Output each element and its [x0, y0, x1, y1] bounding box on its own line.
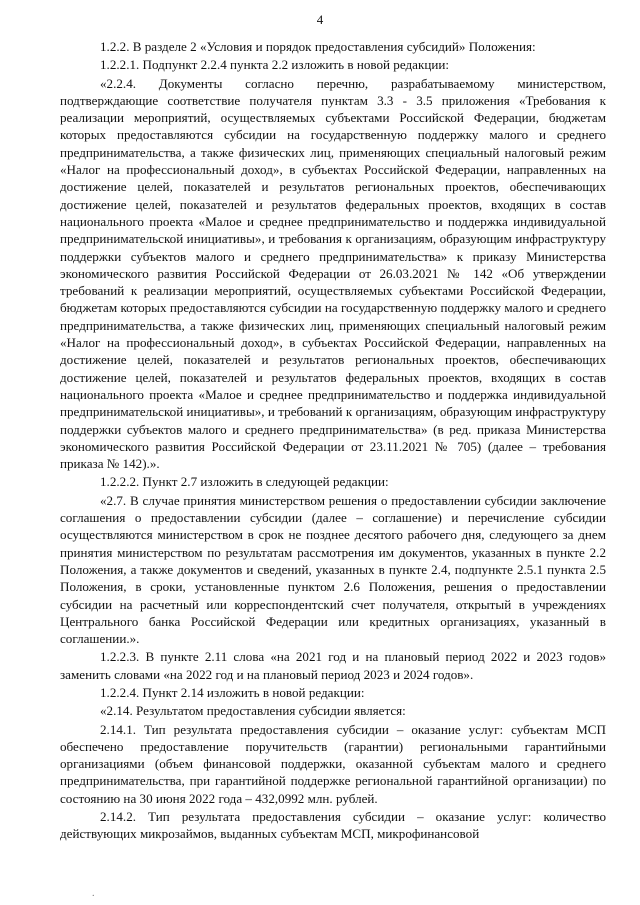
paragraph-2-14-2: 2.14.2. Тип результата предоставления субсидии – оказание услуг: количество действующих микрозаймов, выданных субъектам МСП, микрофинансовой: [60, 809, 606, 842]
paragraph-1-2-2-2: 1.2.2.2. Пункт 2.7 изложить в следующей редакции:: [100, 474, 389, 490]
stray-mark: .: [92, 888, 95, 899]
paragraph-2-14-heading: «2.14. Результатом предоставления субсидии является:: [100, 703, 406, 719]
paragraph-2-7-text: «2.7. В случае принятия министерством решения о предоставлении субсидии заключение соглашения о предоставлении субсидии (далее – соглашение) и перечисление субсидии осуществляются министерством в срок не позднее десятого рабочего дня, следующего за днем принятия министерством по результатам рассмотрения им документов, указанных в пункте 2.2 Положения, а также документов и сведений, указанных в пункте 2.4, подпункте 2.5.1 пункта 2.5 Положения, в сроки, установленные пунктом 2.6 Положения, решения о предоставлении субсидии на расчетный или корреспондентский счет получателя, открытый в учреждениях Центрального банка Российской Федерации или кредитных организациях, указанный в соглашении.».: [60, 492, 606, 647]
paragraph-1-2-2-1: 1.2.2.1. Подпункт 2.2.4 пункта 2.2 изложить в новой редакции:: [100, 57, 449, 73]
paragraph-1-2-2-3: 1.2.2.3. В пункте 2.11 слова «на 2021 год и на плановый период 2022 и 2023 годов» заменить словами «на 2022 год и на плановый период 2023 и 2024 годов».: [60, 649, 606, 682]
paragraph-1-2-2: 1.2.2. В разделе 2 «Условия и порядок предоставления субсидий» Положения:: [100, 39, 536, 54]
page-number: 4: [316, 12, 324, 27]
paragraph-1-2-2-4: 1.2.2.4. Пункт 2.14 изложить в новой редакции:: [100, 684, 365, 700]
paragraph-2-2-4-text: «2.2.4. Документы согласно перечню, разрабатываемому министерством, подтверждающие соответствие получателя пунктам 3.3 - 3.5 приложения «Требования к реализации мероприятий, осуществляемых субъектами Российской Федерации, бюджетам которых предоставляются субсидии на государственную поддержку малого и среднего предпринимательства, а также физических лиц, применяющих специальный налоговый режим «Налог на профессиональный доход», в субъектах Российской Федерации, направленных на достижение целей, показателей и результатов региональных проектов, обеспечивающих достижение целей, показателей и результатов федеральных проектов, входящих в состав национального проекта «Малое и среднее предпринимательство и поддержка индивидуальной предпринимательской инициативы», и требования к организациям, образующим инфраструктуру поддержки субъектов малого и среднего предпринимательства» к приказу Министерства экономического развития Российской Федерации от 26.03.2021 № 142 «Об утверждении требований к реализации мероприятий, осуществляемых субъектами Российской Федерации, бюджетам которых предоставляются субсидии на государственную поддержку малого и среднего предпринимательства, а также физических лиц, применяющих специальный налоговый режим «Налог на профессиональный доход», в субъектах Российской Федерации, направленных на достижение целей, показателей и результатов региональных проектов, обеспечивающих достижение целей, показателей и результатов федеральных проектов, входящих в состав национального проекта «Малое и среднее предпринимательство и поддержка индивидуальной предпринимательской инициативы», и требований к организациям, образующим инфраструктуру поддержки субъектов малого и среднего предпринимательства» (в ред. приказа Министерства экономического развития Российской Федерации от 23.11.2021 № 705) (далее – требования приказа № 142).».: [60, 75, 606, 472]
document-body: [60, 38, 606, 844]
paragraph-2-14-1: 2.14.1. Тип результата предоставления субсидии – оказание услуг: субъектам МСП обеспечено предоставление поручительств (гарантии) региональными гарантийными организациями (объем финансовой поддержки, оказанной субъектам малого и среднего предпринимательства, при гарантийной поддержке региональной гарантийной организации) по состоянию на 30 июня 2022 года – 432,0992 млн. рублей.: [60, 721, 606, 806]
